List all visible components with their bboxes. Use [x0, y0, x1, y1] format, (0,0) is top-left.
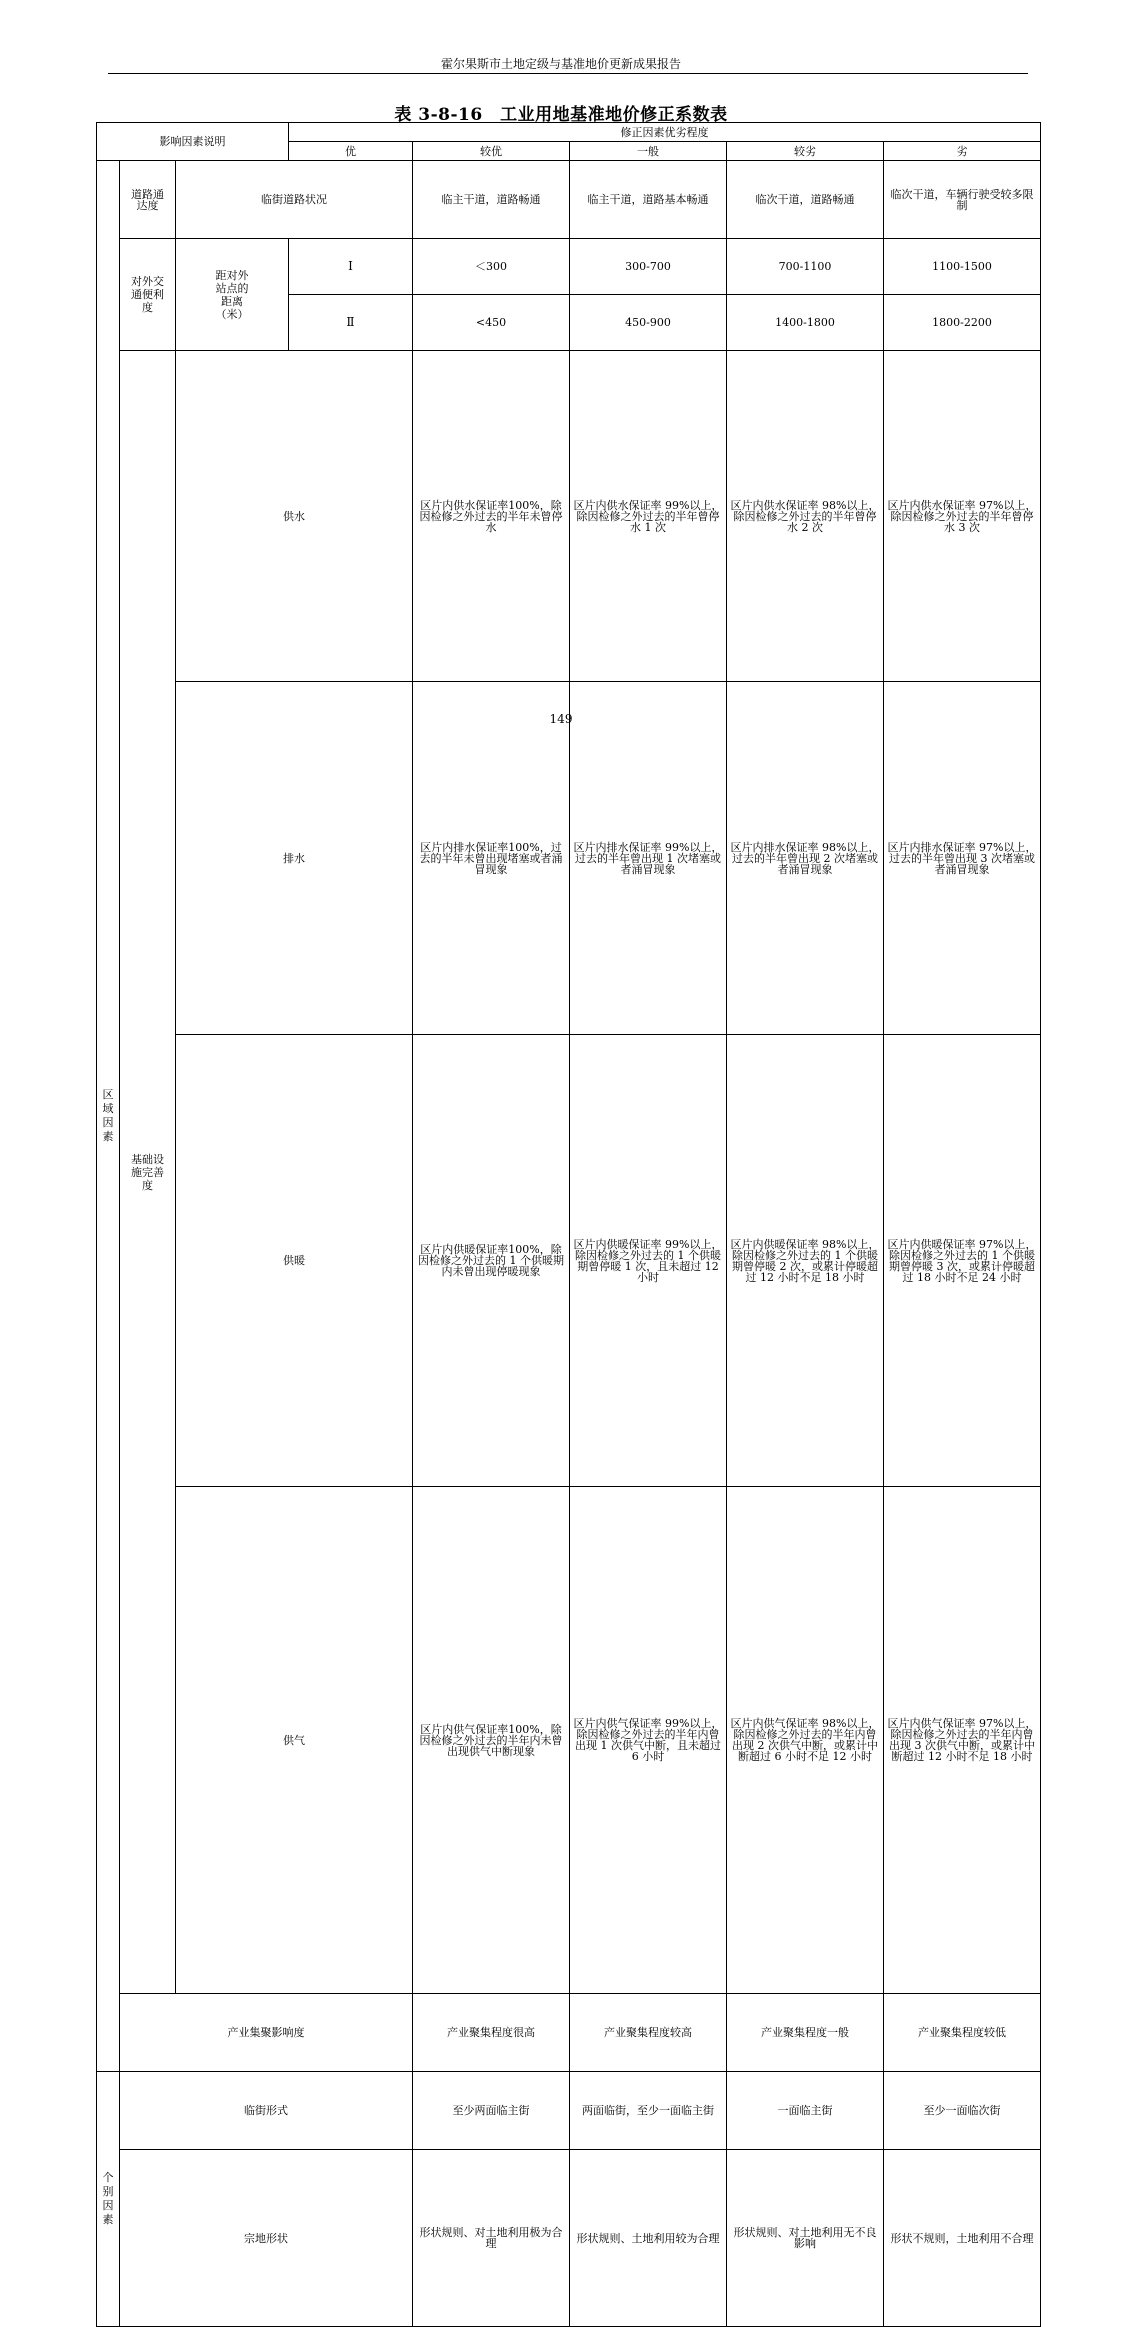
table-cell: 区片内供暖保证率 98%以上，除因检修之外过去的 1 个供暖期曾停暖 2 次，或累计停暖超过 12 小时不足 18 小时 [727, 1035, 884, 1487]
category-infrastructure: 基础设 施完善 度 [120, 351, 176, 1994]
table-cell: 区片内供气保证率 98%以上，除因检修之外过去的半年内曾出现 2 次供气中断，或累计中断超过 6 小时不足 12 小时 [727, 1487, 884, 1994]
table-cell: 1100-1500 [884, 239, 1041, 295]
table-row [97, 1487, 1041, 1994]
table-cell: 临主干道，道路畅通 [413, 161, 570, 239]
correction-coefficient-table [96, 122, 1041, 2327]
table-cell: 区片内供水保证率 97%以上，除因检修之外过去的半年曾停水 3 次 [884, 351, 1041, 682]
table-cell: <450 [413, 295, 570, 351]
table-cell: 700-1100 [727, 239, 884, 295]
table-cell: 区片内供暖保证率 97%以上，除因检修之外过去的 1 个供暖期曾停暖 3 次，或累计停暖超过 18 小时不足 24 小时 [884, 1035, 1041, 1487]
table-cell: 区片内供气保证率 99%以上，除因检修之外过去的半年内曾出现 1 次供气中断，且未超过 6 小时 [570, 1487, 727, 1994]
factor-description-header: 影响因素说明 [97, 123, 289, 161]
table-cell: 区片内供水保证率 99%以上，除因检修之外过去的半年曾停水 1 次 [570, 351, 727, 682]
table-row [97, 2150, 1041, 2327]
table-cell: 区片内排水保证率100%，过去的半年未曾出现堵塞或者涌冒现象 [413, 682, 570, 1035]
table-cell: 形状规则、对土地利用无不良影响 [727, 2150, 884, 2327]
item-heating: 供暖 [176, 1035, 413, 1487]
item-gas-supply: 供气 [176, 1487, 413, 1994]
table-cell: 产业聚集程度很高 [413, 1994, 570, 2072]
item-parcel-shape: 宗地形状 [120, 2150, 413, 2327]
table-cell: 1400-1800 [727, 295, 884, 351]
category-road-access: 道路通 达度 [120, 161, 176, 239]
table-cell: 产业聚集程度一般 [727, 1994, 884, 2072]
table-cell: 形状规则、土地利用较为合理 [570, 2150, 727, 2327]
grade-poor: 较劣 [727, 142, 884, 161]
table-cell: 1800-2200 [884, 295, 1041, 351]
table-cell: 临次干道，车辆行驶受较多限制 [884, 161, 1041, 239]
item-station-distance: 距对外 站点的 距离 （米） [176, 239, 289, 351]
table-title: 表 3-8-16 工业用地基准地价修正系数表 [394, 105, 728, 125]
table-cell: 形状不规则，土地利用不合理 [884, 2150, 1041, 2327]
table-cell: 区片内供水保证率 98%以上，除因检修之外过去的半年曾停水 2 次 [727, 351, 884, 682]
table-row [97, 1035, 1041, 1487]
table-row [97, 2072, 1041, 2150]
grade-average: 一般 [570, 142, 727, 161]
table-cell: 区片内排水保证率 97%以上，过去的半年曾出现 3 次堵塞或者涌冒现象 [884, 682, 1041, 1035]
table-cell: 产业聚集程度较低 [884, 1994, 1041, 2072]
category-external-transport: 对外交 通便利 度 [120, 239, 176, 351]
table-cell: 临次干道，道路畅通 [727, 161, 884, 239]
table-cell: 区片内供水保证率100%，除因检修之外过去的半年未曾停水 [413, 351, 570, 682]
table-cell: 临主干道，道路基本畅通 [570, 161, 727, 239]
grade-good: 较优 [413, 142, 570, 161]
table-cell: 区片内排水保证率 98%以上，过去的半年曾出现 2 次堵塞或者涌冒现象 [727, 682, 884, 1035]
level-label: Ⅰ [289, 239, 413, 295]
table-cell: 区片内供气保证率 97%以上，除因检修之外过去的半年内曾出现 3 次供气中断，或累计中断超过 12 小时不足 18 小时 [884, 1487, 1041, 1994]
table-header-row-1 [97, 123, 1041, 142]
header-divider [108, 73, 1028, 74]
table-cell: 区片内供暖保证率100%，除因检修之外过去的 1 个供暖期内未曾出现停暖现象 [413, 1035, 570, 1487]
item-drainage: 排水 [176, 682, 413, 1035]
table-cell: 至少一面临次街 [884, 2072, 1041, 2150]
item-street-frontage: 临街形式 [120, 2072, 413, 2150]
table-cell: ＜300 [413, 239, 570, 295]
table-cell: 区片内排水保证率 99%以上，过去的半年曾出现 1 次堵塞或者涌冒现象 [570, 682, 727, 1035]
table-cell: 一面临主街 [727, 2072, 884, 2150]
item-water-supply: 供水 [176, 351, 413, 682]
grade-bad: 劣 [884, 142, 1041, 161]
group-individual-factors: 个 别 因 素 [97, 2072, 120, 2327]
page-number: 149 [549, 712, 573, 726]
item-industrial-cluster: 产业集聚影响度 [120, 1994, 413, 2072]
table-row [97, 239, 1041, 295]
table-cell: 450-900 [570, 295, 727, 351]
table-cell: 形状规则、对土地利用极为合理 [413, 2150, 570, 2327]
table-cell: 300-700 [570, 239, 727, 295]
table-cell: 区片内供暖保证率 99%以上，除因检修之外过去的 1 个供暖期曾停暖 1 次，且未超过 12 小时 [570, 1035, 727, 1487]
grade-header: 修正因素优劣程度 [289, 123, 1041, 142]
table-row [97, 682, 1041, 1035]
group-regional-factors: 区 域 因 素 [97, 161, 120, 2072]
table-cell: 区片内供气保证率100%，除因检修之外过去的半年内未曾出现供气中断现象 [413, 1487, 570, 1994]
item-street-road: 临街道路状况 [176, 161, 413, 239]
table-cell: 两面临街，至少一面临主街 [570, 2072, 727, 2150]
grade-excellent: 优 [289, 142, 413, 161]
table-row [97, 1994, 1041, 2072]
report-header: 霍尔果斯市土地定级与基准地价更新成果报告 [440, 57, 681, 71]
table-cell: 至少两面临主街 [413, 2072, 570, 2150]
table-row [97, 161, 1041, 239]
table-cell: 产业聚集程度较高 [570, 1994, 727, 2072]
level-label: Ⅱ [289, 295, 413, 351]
table-row [97, 351, 1041, 682]
